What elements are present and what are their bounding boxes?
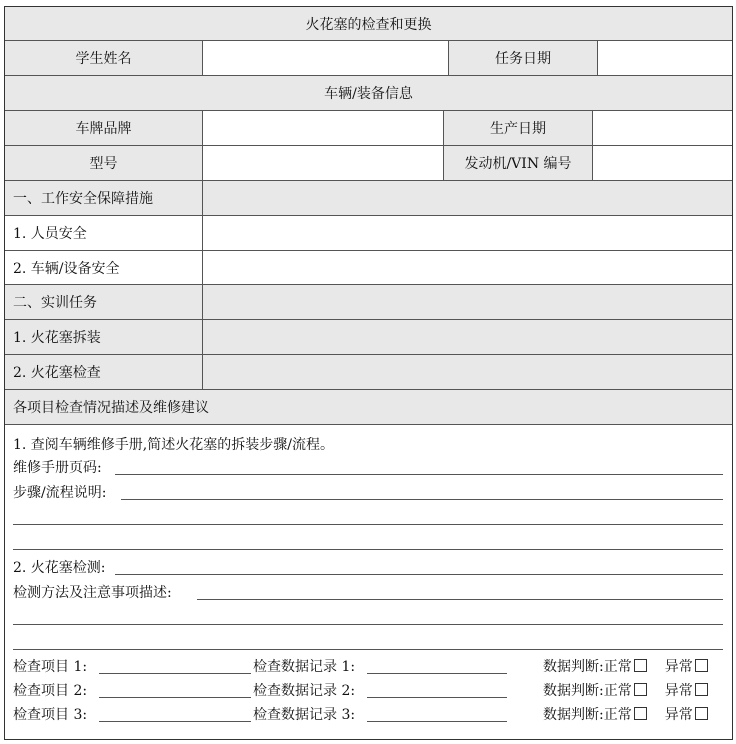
judgment-3-label: 数据判断:正常	[543, 707, 632, 723]
judgment-2-label: 数据判断:正常	[543, 683, 632, 699]
section2-title: 二、实训任务	[13, 295, 97, 311]
task-date-label: 任务日期	[448, 41, 597, 75]
method-blank-line-2[interactable]	[13, 649, 723, 650]
steps-blank-line-2[interactable]	[13, 549, 723, 550]
steps-desc-label: 步骤/流程说明:	[13, 485, 107, 501]
plate-brand-label: 车牌品牌	[5, 111, 202, 145]
model-label: 型号	[5, 146, 202, 180]
method-blank-line-1[interactable]	[13, 624, 723, 625]
engine-vin-field[interactable]	[592, 146, 732, 180]
data-record-2-label: 检查数据记录 2:	[253, 683, 356, 699]
abnormal-2-label: 异常	[664, 683, 693, 699]
plate-brand-field[interactable]	[202, 111, 443, 145]
inspection-item-3-line[interactable]	[99, 721, 251, 722]
section1-row	[5, 181, 732, 216]
data-record-3-line[interactable]	[367, 721, 507, 722]
judgment-1-label: 数据判断:正常	[543, 659, 632, 675]
task-date-field[interactable]	[597, 41, 732, 75]
student-name-label: 学生姓名	[5, 41, 202, 75]
task1-row	[5, 320, 732, 355]
detection-line[interactable]	[115, 574, 723, 575]
inspection-item-3-label: 检查项目 3:	[13, 707, 88, 723]
abnormal-3-label: 异常	[664, 707, 693, 723]
data-record-1-line[interactable]	[367, 673, 507, 674]
vehicle-safety-field[interactable]	[202, 251, 732, 284]
plate-row	[5, 111, 732, 146]
task1-field[interactable]	[202, 320, 732, 354]
question-1: 1. 查阅车辆维修手册,简述火花塞的拆装步骤/流程。	[13, 437, 334, 453]
production-date-label: 生产日期	[443, 111, 592, 145]
personal-safety-row	[5, 216, 732, 251]
manual-page-line[interactable]	[115, 474, 723, 475]
abnormal-3-checkbox[interactable]	[695, 707, 708, 720]
normal-3-checkbox[interactable]	[634, 707, 647, 720]
steps-blank-line-1[interactable]	[13, 524, 723, 525]
normal-2-checkbox[interactable]	[634, 683, 647, 696]
title-row	[5, 7, 732, 41]
inspection-item-2-line[interactable]	[99, 697, 251, 698]
task1-label: 1. 火花塞拆装	[13, 330, 101, 346]
manual-page-label: 维修手册页码:	[13, 460, 102, 476]
judgment-1	[543, 659, 708, 675]
task2-row	[5, 355, 732, 390]
inspection-description-area	[5, 425, 732, 739]
section3-row	[5, 390, 732, 425]
abnormal-1-checkbox[interactable]	[695, 659, 708, 672]
section2-row	[5, 285, 732, 320]
section1-title: 一、工作安全保障措施	[13, 191, 153, 207]
engine-vin-label: 发动机/VIN 编号	[443, 146, 592, 180]
inspection-item-2-label: 检查项目 2:	[13, 683, 88, 699]
data-record-1-label: 检查数据记录 1:	[253, 659, 356, 675]
vehicle-info-header: 车辆/装备信息	[324, 86, 413, 102]
inspection-item-1-label: 检查项目 1:	[13, 659, 88, 675]
model-row	[5, 146, 732, 181]
personal-safety-label: 1. 人员安全	[13, 226, 87, 242]
method-desc-line[interactable]	[197, 599, 723, 600]
steps-desc-line[interactable]	[121, 499, 723, 500]
question-2: 2. 火花塞检测:	[13, 560, 106, 576]
student-name-field[interactable]	[202, 41, 448, 75]
judgment-2	[543, 683, 708, 699]
section2-blank	[202, 285, 732, 319]
inspection-item-1-line[interactable]	[99, 673, 251, 674]
page-title: 火花塞的检查和更换	[305, 16, 432, 33]
task2-label: 2. 火花塞检查	[13, 365, 101, 381]
method-desc-label: 检测方法及注意事项描述:	[13, 585, 172, 601]
data-record-2-line[interactable]	[367, 697, 507, 698]
personal-safety-field[interactable]	[202, 216, 732, 250]
vehicle-safety-label: 2. 车辆/设备安全	[13, 260, 120, 277]
judgment-3	[543, 707, 708, 723]
section1-blank	[202, 181, 732, 215]
data-record-3-label: 检查数据记录 3:	[253, 707, 356, 723]
worksheet	[4, 6, 733, 740]
section3-title: 各项目检查情况描述及维修建议	[13, 400, 209, 416]
student-row	[5, 41, 732, 76]
abnormal-1-label: 异常	[664, 659, 693, 675]
task2-field[interactable]	[202, 355, 732, 389]
production-date-field[interactable]	[592, 111, 732, 145]
abnormal-2-checkbox[interactable]	[695, 683, 708, 696]
vehicle-safety-row	[5, 251, 732, 285]
model-field[interactable]	[202, 146, 443, 180]
vehicle-info-row	[5, 76, 732, 111]
normal-1-checkbox[interactable]	[634, 659, 647, 672]
